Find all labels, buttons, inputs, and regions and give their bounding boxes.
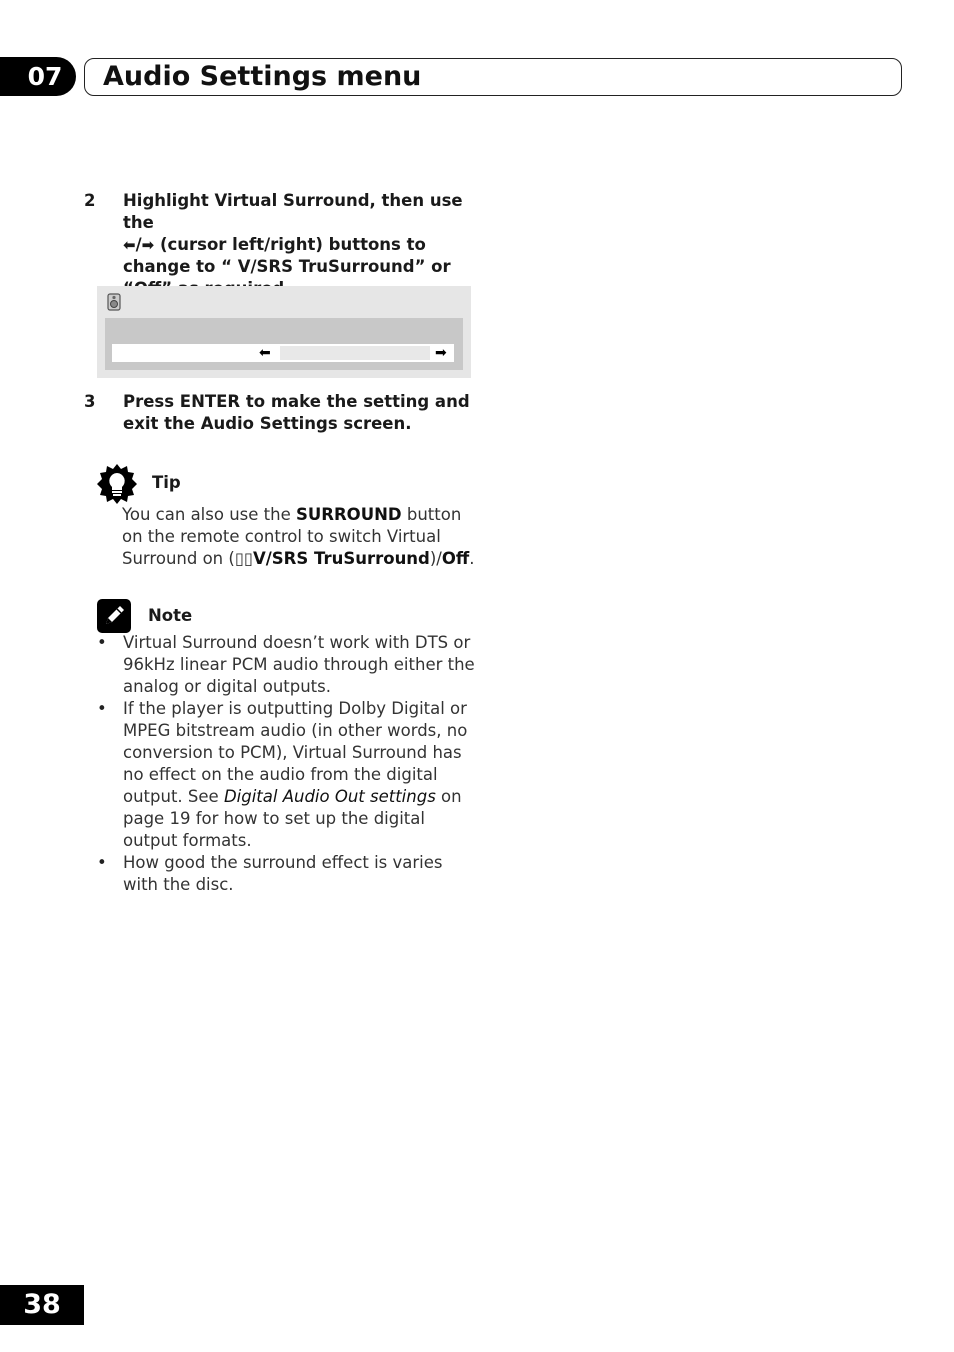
note-item-1: • Virtual Surround doesn’t work with DTS or 96kHz linear PCM audio through either the analog or digital outputs.: [95, 632, 480, 698]
note-item-3: • How good the surround effect is varies with the disc.: [95, 852, 480, 896]
tip-text-3: )/: [429, 549, 442, 568]
tip-text: [122, 504, 482, 570]
note-item-2-text-b: on page 19 for how to set up the digital output formats.: [123, 787, 462, 850]
virtual-surround-row: [112, 344, 454, 362]
chapter-number-tab: 07: [0, 57, 76, 96]
note-item-2-text-a: If the player is outputting Dolby Digital or MPEG bitstream audio (in other words, no conversion to PCM), Virtual Surround has no effect on the audio from the digital output. See: [123, 699, 468, 806]
digital-audio-out-reference: Digital Audio Out settings: [223, 787, 436, 806]
tip-text-4: .: [469, 549, 475, 568]
step-3-number: 3: [84, 392, 96, 411]
cursor-left-arrow-icon: ⬅: [123, 236, 136, 254]
surround-button-label: SURROUND: [295, 505, 402, 524]
step-2-line-2: ⬅/➡ (cursor left/right) buttons to: [123, 235, 426, 254]
speaker-icon: [105, 292, 123, 312]
trusurround-label: V/SRS TruSurround: [252, 549, 430, 568]
lightbulb-icon: [96, 463, 138, 505]
virtual-surround-setting-bar: [105, 318, 463, 370]
tip-text-1: You can also use the: [122, 505, 296, 524]
chapter-title-box: [84, 58, 902, 96]
pencil-note-icon: [97, 599, 131, 633]
step-2-number: 2: [84, 191, 96, 210]
cursor-right-arrow-icon: ➡: [141, 236, 155, 254]
note-item-2: [95, 698, 480, 852]
right-arrow-icon: ➡: [435, 345, 447, 361]
step-2-line-2-text: (cursor left/right) buttons to: [159, 235, 426, 254]
step-3-text: Press ENTER to make the setting and exit the Audio Settings screen.: [123, 392, 470, 433]
setting-value-field: [280, 346, 430, 360]
tip-heading: Tip: [152, 473, 181, 492]
step-2-text: [123, 190, 483, 300]
left-arrow-icon: ⬅: [259, 345, 271, 361]
step-2-line-3: change to “ V/SRS TruSurround” or: [123, 257, 451, 276]
tip-text-2: button on the remote control to switch Virtual Surround on (: [122, 505, 462, 568]
audio-settings-screen-illustration: [97, 286, 471, 378]
page-title: Audio Settings menu: [103, 61, 422, 92]
note-heading: Note: [148, 606, 193, 625]
note-list: [95, 632, 480, 896]
page-number: 38: [0, 1285, 84, 1325]
dolby-logo-icon: ▯▯: [234, 549, 253, 568]
step-2-line-1: Highlight Virtual Surround, then use the: [123, 191, 463, 232]
off-label: Off: [441, 549, 470, 568]
